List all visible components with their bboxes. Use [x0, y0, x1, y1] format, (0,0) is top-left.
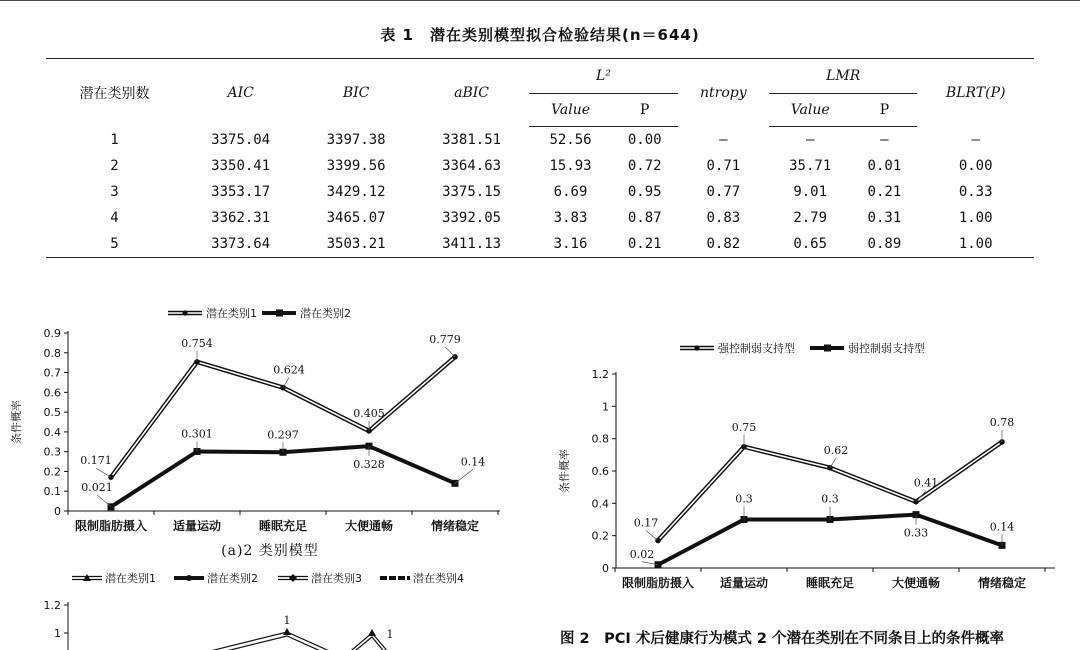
table-cell: 3 — [110, 184, 119, 200]
data-label-leader — [283, 378, 289, 388]
header-l2-p: P — [612, 94, 678, 127]
table-row — [46, 153, 1034, 179]
table-row — [46, 179, 1034, 205]
table-cell: 3375.15 — [442, 184, 502, 200]
header-abic: aBIC — [454, 84, 490, 101]
table-cell: 0.65 — [793, 236, 828, 252]
chart-c-4-class-partial — [0, 560, 540, 650]
table-row — [46, 127, 1034, 154]
data-point — [368, 629, 376, 636]
data-label: 0.328 — [353, 458, 385, 472]
x-category-label: 睡眠充足 — [258, 519, 308, 533]
data-label: 0.3 — [821, 492, 839, 506]
table-cell: 3362.31 — [211, 210, 271, 226]
legend-marker — [694, 345, 699, 350]
x-category-label: 限制脂肪摄入 — [74, 519, 148, 533]
table-cell: — — [971, 131, 980, 148]
data-label-leader — [97, 495, 111, 507]
table-cell: 2 — [110, 158, 119, 174]
legend-entry: 强控制弱支持型 — [718, 342, 795, 355]
header-blrt: BLRT(P) — [945, 84, 1006, 101]
table-cell: 3375.04 — [211, 131, 271, 148]
data-label-leader — [830, 458, 836, 468]
header-lmr-value: Value — [769, 94, 851, 127]
figure-a-caption: (a)2 类别模型 — [221, 543, 319, 559]
table-cell: 3.83 — [553, 210, 588, 226]
table-cell: 5 — [110, 236, 119, 252]
data-point — [283, 628, 291, 635]
x-category-label: 限制脂肪摄入 — [621, 576, 695, 590]
data-label: 0.78 — [989, 415, 1015, 429]
table-cell: 3364.63 — [442, 158, 502, 174]
legend — [72, 571, 464, 585]
table-cell: 4 — [110, 210, 119, 226]
table-title: 表 1 潜在类别模型拟合检验结果(n＝644) — [380, 26, 700, 44]
data-label-leader — [455, 469, 473, 483]
table-cell: 2.79 — [793, 210, 828, 226]
table-cell: 52.56 — [549, 132, 592, 148]
y-tick-label: 0.6 — [591, 465, 609, 478]
table-cell: 0.72 — [627, 158, 662, 174]
data-label: 1 — [386, 628, 394, 641]
table-cell: 1.00 — [958, 236, 993, 252]
data-label: 0.754 — [181, 336, 213, 350]
legend-marker — [186, 575, 192, 581]
y-tick-label: 0.8 — [591, 432, 609, 446]
table-cell: 0.77 — [706, 184, 741, 200]
y-tick-label: 1 — [54, 627, 61, 640]
y-axis-label: 条件概率 — [10, 400, 23, 444]
header-l2-value: Value — [529, 94, 611, 127]
table-cell: 0.21 — [627, 236, 662, 252]
data-label: 0.14 — [460, 455, 486, 469]
table-cell: — — [880, 132, 889, 148]
table-cell: 0.01 — [867, 158, 902, 174]
x-category-label: 适量运动 — [172, 519, 222, 533]
table-cell: 0.33 — [958, 184, 993, 200]
table-cell: 3353.17 — [211, 184, 271, 200]
data-label: 0.171 — [80, 454, 112, 468]
data-label: 0.779 — [429, 332, 461, 346]
y-tick-label: 0.6 — [43, 386, 61, 400]
legend-marker — [824, 345, 831, 352]
table-cell: 0.71 — [706, 158, 741, 174]
table-cell: 3465.07 — [326, 210, 386, 226]
table-cell: 3399.56 — [326, 158, 386, 174]
figure-2-caption: 图 2 PCI 术后健康行为模式 2 个潜在类别在不同条目上的条件概率 — [560, 631, 1005, 647]
table-cell: 0.87 — [627, 210, 662, 226]
x-category-label: 睡眠充足 — [805, 576, 855, 590]
legend-entry: 潜在类别2 — [300, 307, 351, 320]
series-line — [344, 637, 391, 650]
y-tick-label: 0.2 — [43, 465, 61, 479]
table-cell: 0.82 — [706, 236, 741, 252]
y-tick-label: 1 — [602, 400, 609, 414]
y-tick-label: 0.4 — [591, 497, 609, 511]
y-tick-label: 0.8 — [43, 346, 61, 360]
y-tick-label: 0 — [54, 505, 61, 518]
chart-b-2-class-named — [540, 330, 1080, 600]
x-category-label: 大便通畅 — [891, 576, 941, 590]
legend-entry: 弱控制弱支持型 — [848, 342, 925, 355]
legend-marker — [182, 310, 187, 315]
data-label: 0.75 — [731, 420, 757, 434]
legend-marker — [83, 574, 91, 581]
table-cell: 3411.13 — [442, 236, 502, 252]
header-entropy: ntropy — [700, 84, 747, 101]
top-rule — [0, 0, 1080, 1]
data-label: 0.62 — [823, 443, 849, 457]
x-category-label: 适量运动 — [719, 576, 769, 590]
table-cell: 0.89 — [867, 236, 902, 252]
data-label-leader — [646, 531, 658, 541]
table-cell: 35.71 — [789, 158, 832, 174]
y-tick-label: 1.2 — [591, 368, 609, 381]
table-cell: 9.01 — [793, 184, 828, 200]
y-tick-label: 0.3 — [43, 445, 61, 459]
table-cell: 0.83 — [706, 210, 741, 226]
data-label: 0.624 — [273, 363, 305, 377]
y-tick-label: 0.1 — [43, 485, 61, 499]
header-bic: BIC — [342, 84, 370, 101]
table-row — [46, 205, 1034, 231]
legend-entry: 潜在类别2 — [207, 572, 258, 585]
table-cell: 1.00 — [958, 210, 993, 226]
legend-marker — [289, 574, 297, 582]
chart-a-2-class-model — [0, 298, 540, 538]
data-label: 0.3 — [735, 492, 753, 506]
data-label-leader — [96, 468, 111, 477]
legend-entry: 潜在类别4 — [413, 572, 464, 585]
header-classes: 潜在类别数 — [79, 85, 150, 102]
data-label: 0.021 — [81, 480, 113, 494]
data-label-leader — [445, 347, 455, 357]
table-cell: — — [805, 132, 815, 148]
header-lmr: LMR — [769, 59, 917, 94]
table-cell: 6.69 — [553, 184, 588, 200]
data-label: 0.02 — [629, 547, 655, 561]
legend-marker — [276, 310, 283, 317]
data-label: 0.297 — [267, 428, 299, 442]
table-cell: 3381.51 — [442, 131, 502, 148]
data-label: 0.33 — [903, 526, 929, 540]
y-tick-label: 1.2 — [43, 599, 61, 612]
y-tick-label: 0.7 — [43, 366, 61, 380]
data-label: 0.405 — [353, 406, 385, 420]
y-tick-label: 0.4 — [43, 425, 61, 439]
header-lmr-p: P — [851, 94, 917, 127]
data-label: 0.301 — [181, 427, 213, 441]
legend-entry: 潜在类别1 — [105, 572, 156, 585]
y-tick-label: 0 — [602, 562, 609, 575]
y-tick-label: 0.9 — [43, 327, 61, 340]
table-cell: 3350.41 — [211, 158, 271, 174]
table-cell: 3392.05 — [442, 210, 502, 226]
data-label: 0.14 — [989, 520, 1015, 534]
table-cell: 0.95 — [627, 184, 662, 200]
table-body — [46, 127, 1034, 258]
table-cell: 0.00 — [958, 158, 993, 174]
table-cell: — — [719, 131, 728, 148]
table-cell: 0.00 — [627, 132, 662, 148]
table-cell: 3429.12 — [326, 184, 386, 200]
legend-entry: 潜在类别1 — [206, 307, 257, 320]
table-cell: 1 — [110, 131, 119, 148]
header-l2: L² — [529, 59, 677, 94]
header-aic: AIC — [227, 84, 254, 101]
y-axis-label: 条件概率 — [558, 449, 571, 493]
data-label: 0.41 — [913, 476, 939, 490]
y-tick-label: 0.2 — [591, 529, 609, 543]
table-cell: 3397.38 — [326, 131, 386, 148]
table-cell: 3.16 — [553, 236, 588, 252]
table-cell: 3373.64 — [211, 236, 271, 252]
legend — [168, 306, 351, 320]
y-tick-label: 0.5 — [43, 406, 61, 420]
table-cell: 0.31 — [867, 210, 902, 226]
legend-entry: 潜在类别3 — [311, 572, 362, 585]
x-category-label: 情绪稳定 — [977, 576, 1027, 590]
x-category-label: 大便通畅 — [344, 519, 394, 533]
data-label: 1 — [283, 614, 291, 627]
table-cell: 0.21 — [867, 184, 902, 200]
x-category-label: 情绪稳定 — [430, 519, 480, 533]
table-cell: 3503.21 — [326, 236, 386, 252]
legend — [680, 341, 925, 355]
table-row — [46, 231, 1034, 258]
data-label: 0.17 — [633, 516, 659, 530]
fit-table — [46, 58, 1034, 258]
table-cell: 15.93 — [549, 158, 592, 174]
